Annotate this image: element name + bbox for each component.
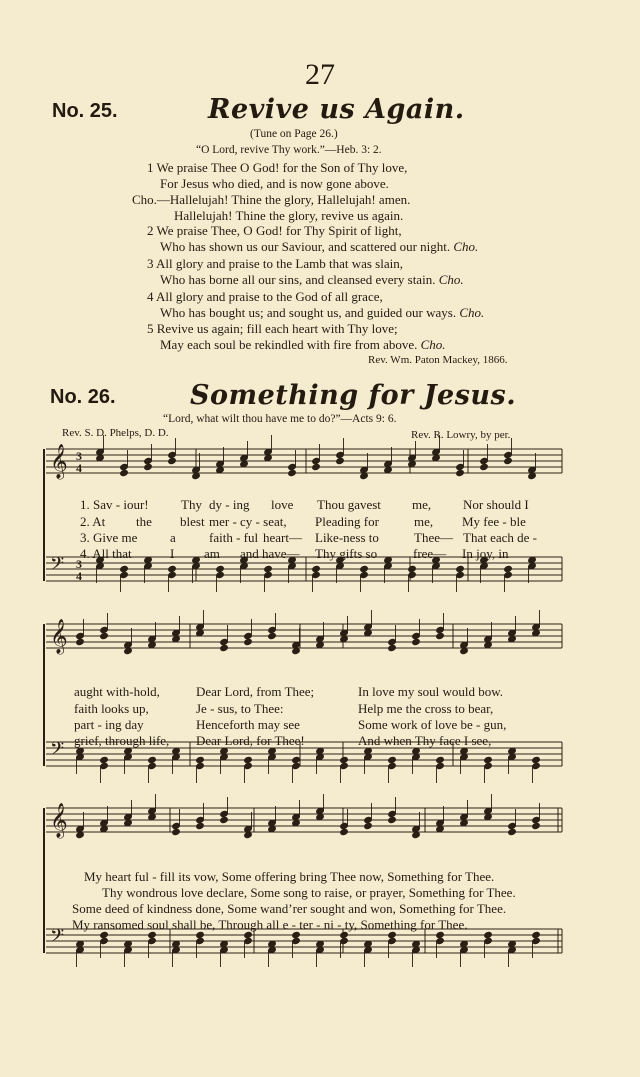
note-head: [216, 565, 225, 572]
note-head: [480, 457, 489, 464]
note-head: [504, 565, 513, 572]
note-head: [244, 638, 253, 645]
time-signature-icon: 4: [76, 569, 82, 583]
note-head: [312, 457, 321, 464]
hymnal-page: 27 No. 25. Revive us Again. (Tune on Page 26.) “O Lord, revive Thy work.”—Heb. 3: 2. 1 We praise Thee O God! for the Son of Thy love, For Jesus who died, and is now gone above. Cho.—Hallelujah! Thine the glory, Hallelujah! amen. Hallelujah! Thine the glory, revive us again. 2 We praise Thee, O God! for Thy Spirit of light, Who has shown us our Saviour, and scattered our night. Cho. 3 All glory and praise to the Lamb that was slain, Who has borne all our sins, and cleansed every stain. Cho. 4 All glory and praise to the God of all grace, Who has bought us; and sought us, and guided our ways. Cho. 5 Revive us again; fill each heart with Thy love; May each soul be rekindled with fire from above. Cho. Rev. Wm. Paton Mackey, 1866. No. 26. Something for Jesus. “Lord, what wilt thou have me to do?”—Acts 9: 6. Rev. S. D. Phelps, D. D. Rev. R. Lowry, by per. 𝄞 3 4 𝄢 3 4 𝄞 𝄢 𝄞 𝄢 1. Sav - iour! Thy dy - ing love Thou gavest me, Nor should I 2. At the blest mer - cy - seat, Pleading for me, My fee - ble 3. Give me a faith - ful heart— Like-ness to Thee— That each de - 4. All that I am and have— Thy gifts so free— In joy, in aught with-hold, Dear Lord, from Thee; In love my soul would bow. faith looks up, Je - sus, to Thee: Help me the cross to bear, part - ing day Henceforth may see Some work of love be - gun, grief, through life, Dear Lord, for Thee! And when Thy face I see, My heart ful - fill its vow, Some offering bring Thee now, Something for Thee. Thy wondrous love declare, Some song to raise, or prayer, Something for Thee. Some deed of kindness done, Some wand’rer sought and won, Something for Thee. My ransomed soul shall be, Through all e - ter - ni - ty, Something for Thee.: [0, 0, 640, 1077]
note-head: [244, 937, 253, 944]
time-signature-icon: 4: [76, 461, 82, 475]
note-head: [220, 810, 229, 817]
note-head: [484, 756, 493, 763]
note-head: [504, 571, 513, 578]
time-signature-icon: 3: [76, 449, 82, 463]
note-head: [264, 571, 273, 578]
treble-clef-icon: 𝄞: [50, 619, 68, 654]
note-head: [532, 816, 541, 823]
note-head: [340, 937, 349, 944]
hymn-25-chorus: Hallelujah! Thine the glory, revive us again.: [174, 208, 404, 223]
note-head: [196, 822, 205, 829]
treble-clef-icon: 𝄞: [50, 803, 68, 838]
note-head: [360, 565, 369, 572]
note-head: [484, 931, 493, 938]
note-head: [388, 644, 397, 651]
note-head: [288, 463, 297, 470]
note-head: [340, 828, 349, 835]
note-head: [504, 457, 513, 464]
note-head: [168, 571, 177, 578]
note-head: [244, 632, 253, 639]
bass-clef-icon: 𝄢: [50, 926, 65, 951]
note-head: [532, 822, 541, 829]
note-head: [172, 828, 181, 835]
note-head: [388, 810, 397, 817]
note-head: [360, 571, 369, 578]
note-head: [508, 828, 517, 835]
note-head: [76, 638, 85, 645]
hymn-25-author: Rev. Wm. Paton Mackey, 1866.: [368, 354, 508, 366]
note-head: [336, 451, 345, 458]
note-head: [532, 762, 541, 769]
hymn-25-line: Who has shown us our Saviour, and scattered our night. Cho.: [160, 239, 479, 254]
note-head: [388, 756, 397, 763]
note-head: [504, 451, 513, 458]
hymn-25-line: For Jesus who died, and is now gone above.: [160, 176, 389, 191]
note-head: [436, 626, 445, 633]
note-head: [288, 469, 297, 476]
note-head: [100, 756, 109, 763]
note-head: [436, 632, 445, 639]
note-head: [148, 756, 157, 763]
note-head: [508, 822, 517, 829]
note-head: [196, 756, 205, 763]
note-head: [196, 762, 205, 769]
note-head: [456, 463, 465, 470]
note-head: [456, 571, 465, 578]
note-head: [412, 638, 421, 645]
note-head: [100, 626, 109, 633]
note-head: [340, 762, 349, 769]
note-head: [244, 762, 253, 769]
note-head: [340, 756, 349, 763]
note-head: [148, 762, 157, 769]
hymn-25-line: 4 All glory and praise to the God of all grace,: [147, 289, 383, 304]
note-head: [532, 756, 541, 763]
note-head: [196, 937, 205, 944]
note-head: [168, 457, 177, 464]
note-head: [408, 565, 417, 572]
note-head: [264, 565, 273, 572]
note-head: [412, 632, 421, 639]
note-head: [220, 644, 229, 651]
hymn-25-title: Revive us Again.: [208, 94, 465, 125]
note-head: [196, 816, 205, 823]
note-head: [340, 822, 349, 829]
note-head: [312, 463, 321, 470]
note-head: [364, 822, 373, 829]
note-head: [144, 463, 153, 470]
note-head: [532, 931, 541, 938]
hymn-26-title: Something for Jesus.: [190, 380, 517, 411]
note-head: [168, 565, 177, 572]
note-head: [388, 638, 397, 645]
hymn-25-line: 3 All glory and praise to the Lamb that was slain,: [147, 256, 403, 271]
hymn-26-words-credit: Rev. S. D. Phelps, D. D.: [62, 427, 169, 439]
bass-clef-icon: 𝄢: [50, 739, 65, 764]
hymn-25-chorus: Cho.—Hallelujah! Thine the glory, Hallelujah! amen.: [132, 192, 411, 207]
note-head: [364, 816, 373, 823]
note-head: [456, 469, 465, 476]
note-head: [172, 822, 181, 829]
time-signature-icon: 3: [76, 557, 82, 571]
note-head: [220, 816, 229, 823]
note-head: [388, 937, 397, 944]
note-head: [436, 937, 445, 944]
note-head: [388, 762, 397, 769]
note-head: [436, 756, 445, 763]
hymn-25-number: No. 25.: [52, 100, 118, 122]
treble-clef-icon: 𝄞: [50, 444, 68, 479]
note-head: [268, 626, 277, 633]
hymn-25-tune-note: (Tune on Page 26.): [250, 128, 338, 140]
note-head: [312, 571, 321, 578]
note-head: [484, 762, 493, 769]
note-head: [292, 762, 301, 769]
note-head: [312, 565, 321, 572]
note-head: [408, 571, 417, 578]
hymn-25-epigraph: “O Lord, revive Thy work.”—Heb. 3: 2.: [196, 144, 382, 156]
hymn-26-music-credit: Rev. R. Lowry, by per.: [411, 429, 511, 441]
note-head: [336, 457, 345, 464]
hymn-25-line: 2 We praise Thee, O God! for Thy Spirit of light,: [147, 223, 402, 238]
note-head: [292, 756, 301, 763]
note-head: [168, 451, 177, 458]
hymn-25-line: Who has borne all our sins, and cleansed every stain. Cho.: [160, 272, 464, 287]
note-head: [100, 762, 109, 769]
hymn-26-number: No. 26.: [50, 386, 116, 408]
bass-clef-icon: 𝄢: [50, 554, 65, 579]
note-head: [100, 632, 109, 639]
note-head: [484, 937, 493, 944]
note-head: [436, 762, 445, 769]
note-head: [388, 816, 397, 823]
hymn-25-line: May each soul be rekindled with fire from above. Cho.: [160, 337, 446, 352]
hymn-25-line: 1 We praise Thee O God! for the Son of Thy love,: [147, 160, 408, 175]
note-head: [244, 756, 253, 763]
note-head: [144, 457, 153, 464]
note-head: [268, 632, 277, 639]
hymn-25-line: 5 Revive us again; fill each heart with Thy love;: [147, 321, 398, 336]
hymn-26-epigraph: “Lord, what wilt thou have me to do?”—Acts 9: 6.: [163, 413, 397, 425]
note-head: [100, 937, 109, 944]
note-head: [120, 463, 129, 470]
note-head: [220, 638, 229, 645]
note-head: [292, 937, 301, 944]
note-head: [456, 565, 465, 572]
note-head: [120, 571, 129, 578]
note-head: [120, 469, 129, 476]
note-head: [120, 565, 129, 572]
note-head: [216, 571, 225, 578]
note-head: [480, 463, 489, 470]
hymn-25-line: Who has bought us; and sought us, and guided our ways. Cho.: [160, 305, 485, 320]
page-number: 27: [305, 58, 335, 91]
note-head: [532, 937, 541, 944]
note-head: [76, 632, 85, 639]
note-head: [148, 937, 157, 944]
